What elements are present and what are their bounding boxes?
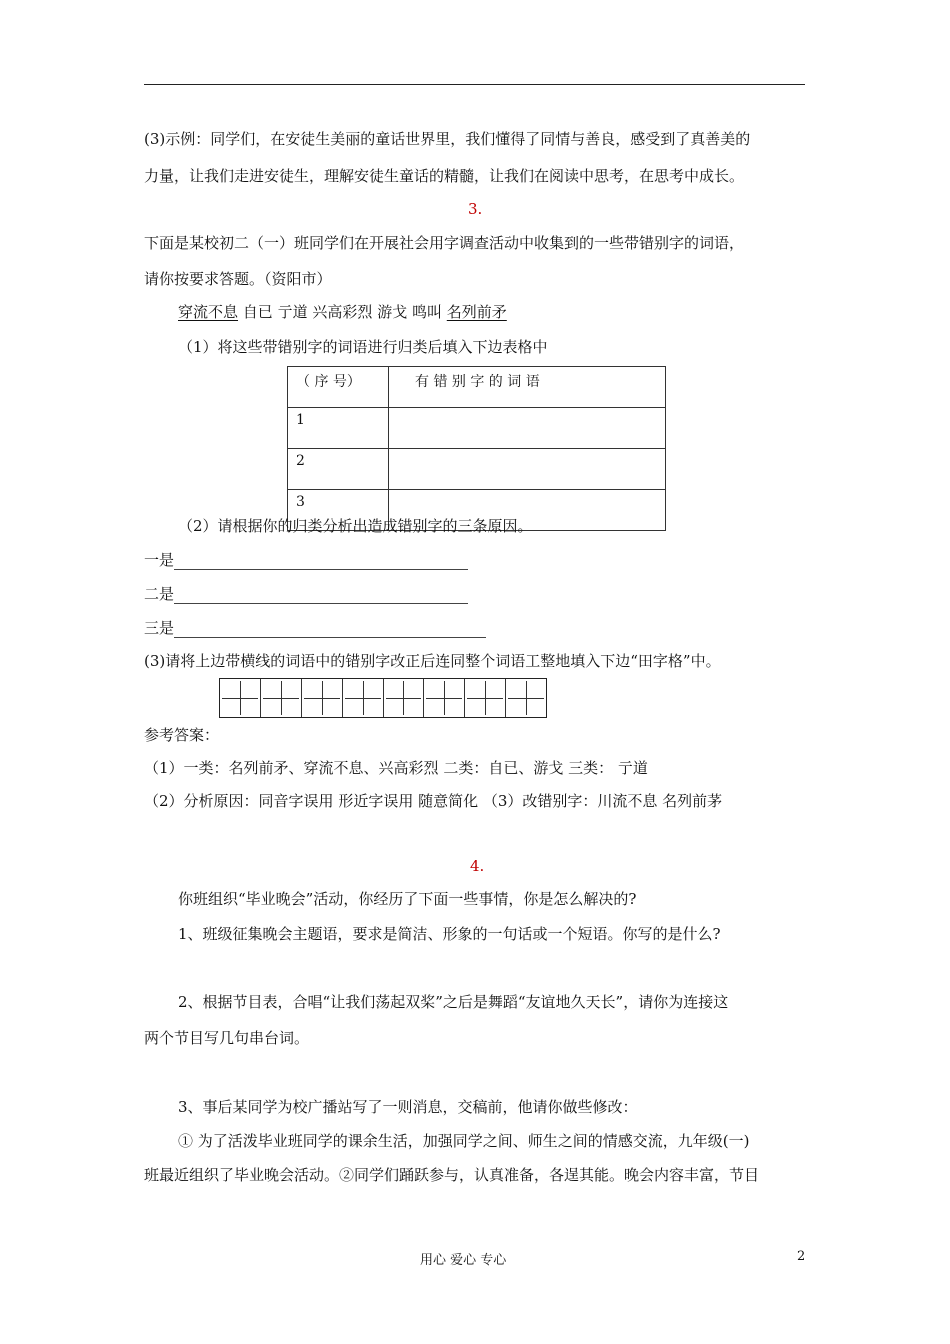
table-cell: 1 <box>288 408 389 449</box>
q4-item-2-line-2: 两个节目写几句串台词。 <box>144 1029 310 1047</box>
q4-item-2-line-1: 2、根据节目表，合唱“让我们荡起双桨”之后是舞蹈“友谊地久天长”，请你为连接这 <box>178 993 729 1011</box>
grid-cell[interactable] <box>343 679 384 717</box>
grid-cell[interactable] <box>424 679 465 717</box>
word-item: 名列前矛 <box>446 303 507 321</box>
tian-zi-ge-grid <box>219 678 547 718</box>
grid-cell[interactable] <box>465 679 506 717</box>
answer-title: 参考答案： <box>144 726 220 744</box>
reason-line-2 <box>144 583 468 604</box>
q4-intro: 你班组织“毕业晚会”活动，你经历了下面一些事情，你是怎么解决的? <box>178 890 637 908</box>
q3-intro-line-2: 请你按要求答题。（资阳市） <box>144 270 332 288</box>
table-header-cell: 有 错 别 字 的 词 语 <box>389 367 666 408</box>
answer-line-2: （2）分析原因：同音字误用 形近字误用 随意简化 （3）改错别字：川流不息 名列前茅 <box>144 792 723 810</box>
table-header-row <box>288 367 666 408</box>
classification-table <box>287 366 666 531</box>
grid-cell[interactable] <box>261 679 302 717</box>
reason-line-1 <box>144 549 468 570</box>
grid-cell[interactable] <box>506 679 546 717</box>
word-item: 自已 <box>242 303 273 321</box>
reason-blank[interactable] <box>174 589 468 604</box>
grid-cell[interactable] <box>302 679 343 717</box>
word-item: 亍道 <box>277 303 308 321</box>
q4-item-1: 1、班级征集晚会主题语，要求是简洁、形象的一句话或一个短语。你写的是什么? <box>178 925 721 943</box>
footer-motto: 用心 爱心 专心 <box>420 1253 507 1268</box>
example-line-2: 力量，让我们走进安徒生，理解安徒生童话的精髓，让我们在阅读中思考，在思考中成长。 <box>144 167 745 185</box>
header-rule <box>144 84 805 85</box>
q3-sub1: （1）将这些带错别字的词语进行归类后填入下边表格中 <box>178 338 548 356</box>
q3-intro-line-1: 下面是某校初二（一）班同学们在开展社会用字调查活动中收集到的一些带错别字的词语， <box>144 234 745 252</box>
table-cell: 3 <box>288 490 389 531</box>
table-answer-cell[interactable] <box>389 449 666 490</box>
reason-label: 一是 <box>144 551 175 569</box>
question-number-3: 3. <box>468 200 483 218</box>
reason-label: 二是 <box>144 585 175 603</box>
word-item: 游戈 <box>377 303 408 321</box>
table-row <box>288 408 666 449</box>
example-line-1: (3)示例：同学们，在安徒生美丽的童话世界里，我们懂得了同情与善良，感受到了真善美的 <box>144 130 751 148</box>
q4-passage-line-1: ① 为了活泼毕业班同学的课余生活，加强同学之间、师生之间的情感交流，九年级(一) <box>178 1132 750 1150</box>
grid-cell[interactable] <box>220 679 261 717</box>
grid-cell[interactable] <box>384 679 425 717</box>
table-header-cell: （ 序 号） <box>288 367 389 408</box>
table-cell: 2 <box>288 449 389 490</box>
table-answer-cell[interactable] <box>389 408 666 449</box>
reason-blank[interactable] <box>174 623 486 638</box>
table-row <box>288 449 666 490</box>
reason-blank[interactable] <box>174 555 468 570</box>
q4-item-3: 3、事后某同学为校广播站写了一则消息，交稿前，他请你做些修改： <box>178 1098 638 1116</box>
reason-label: 三是 <box>144 619 175 637</box>
word-item: 兴高彩烈 <box>312 303 373 321</box>
word-item: 穿流不息 <box>178 303 239 321</box>
question-number-4: 4. <box>470 857 485 875</box>
q3-sub3: (3)请将上边带横线的词语中的错别字改正后连同整个词语工整地填入下边“田字格”中。 <box>144 652 721 670</box>
q3-sub2: （2）请根据你的归类分析出造成错别字的三条原因。 <box>178 517 533 535</box>
page-number: 2 <box>797 1249 806 1264</box>
word-list <box>178 301 507 322</box>
word-item: 鸣叫 <box>411 303 442 321</box>
reason-line-3 <box>144 617 486 638</box>
q4-passage-line-2: 班最近组织了毕业晚会活动。②同学们踊跃参与，认真准备，各逞其能。晚会内容丰富，节目 <box>144 1166 760 1184</box>
answer-line-1: （1）一类：名列前矛、穿流不息、兴高彩烈 二类：自已、游戈 三类： 亍道 <box>144 759 648 777</box>
